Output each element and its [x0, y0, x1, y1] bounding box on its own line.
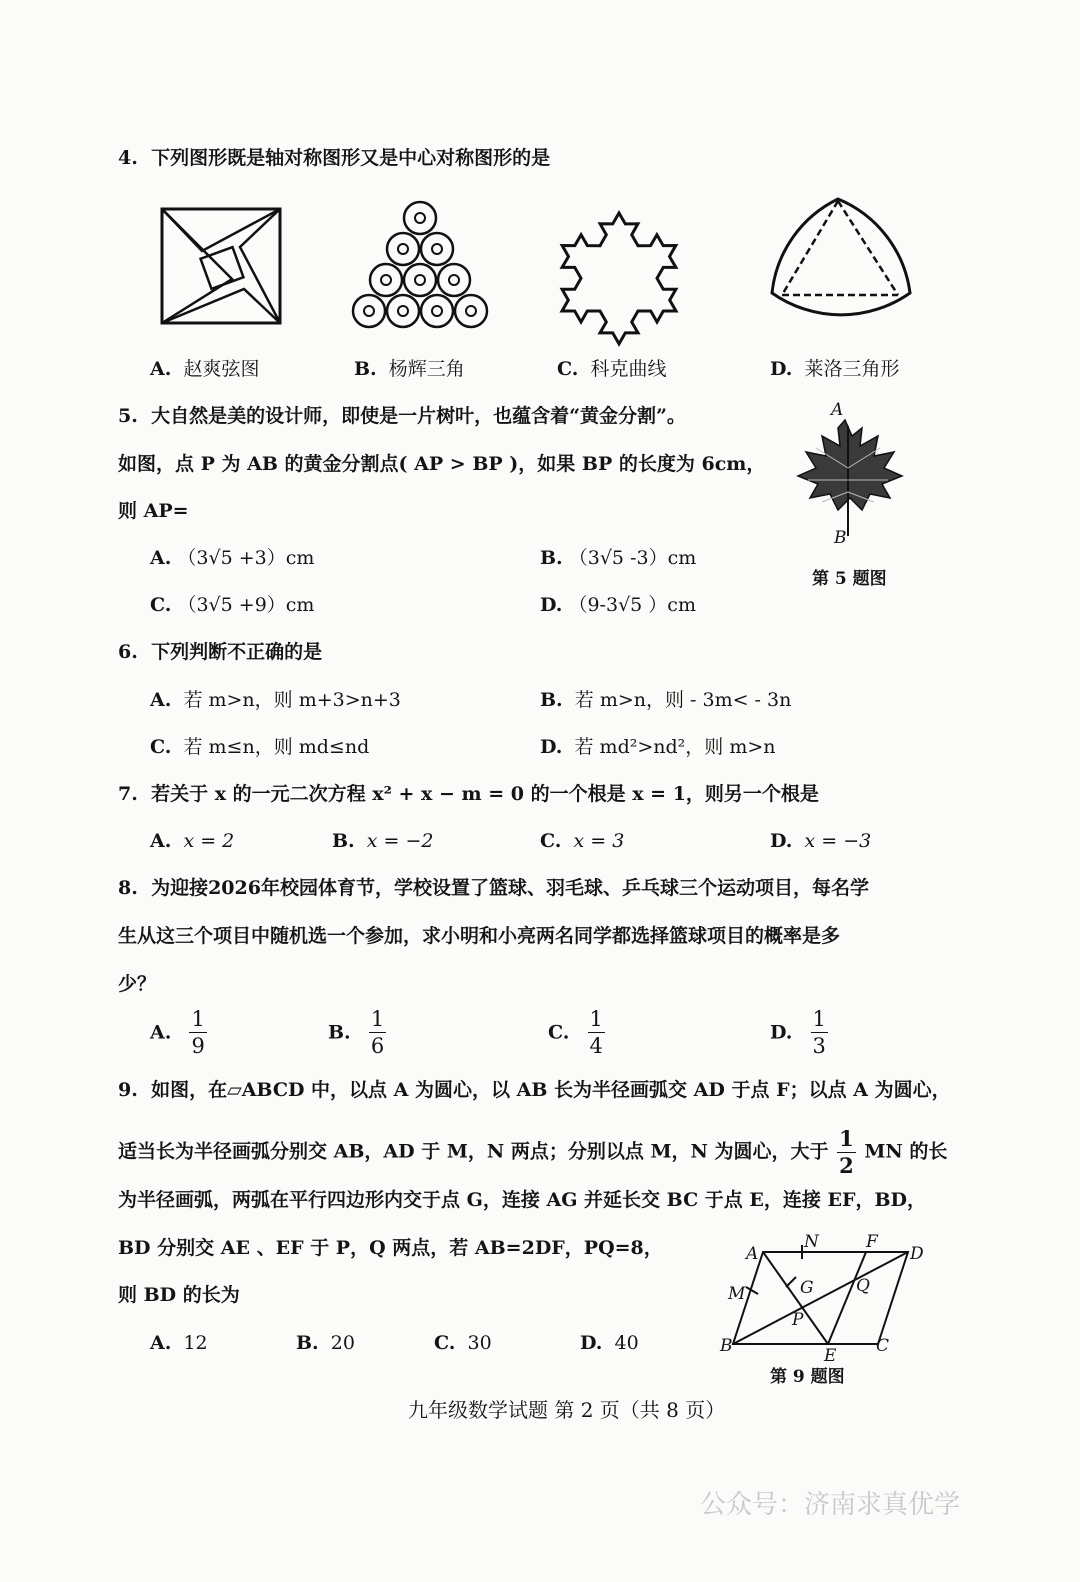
q9-line4: BD 分别交 AE 、EF 于 P，Q 两点，若 AB=2DF，PQ=8， — [118, 1237, 663, 1259]
q6-option-c[interactable] — [150, 735, 369, 759]
q6-number: 6. — [118, 641, 138, 663]
q8-option-d[interactable] — [770, 1006, 828, 1059]
fraction-denominator: 4 — [589, 1034, 603, 1058]
q7-text: 若关于 x 的一元二次方程 x² + x − m = 0 的一个根是 x = 1，则另一个根是 — [151, 783, 819, 805]
fraction-numerator: 1 — [589, 1007, 603, 1031]
q6-option-a[interactable] — [150, 688, 401, 712]
reuleaux-triangle-icon — [766, 193, 916, 329]
ring-center — [381, 275, 391, 285]
q4-option-c[interactable] — [557, 357, 667, 381]
q9-option-c[interactable] — [434, 1331, 492, 1355]
q9-line5: 则 BD 的长为 — [118, 1284, 240, 1306]
ring-circle — [404, 202, 436, 234]
arc-mark-g — [786, 1277, 796, 1287]
q6-text: 下列判断不正确的是 — [151, 641, 323, 663]
q7-option-b[interactable] — [332, 829, 434, 853]
q6-stem — [118, 640, 322, 664]
koch-snowflake-icon — [552, 193, 686, 333]
ring-center — [415, 275, 425, 285]
ring-circle — [421, 233, 453, 265]
q4-stem — [118, 146, 550, 170]
q5-stem — [118, 404, 686, 428]
option-text: （9-3√5 ）cm — [568, 594, 696, 616]
watermark: 公众号：济南求真优学 — [700, 1490, 961, 1520]
q5-line1: 大自然是美的设计师，即使是一片树叶，也蕴含着“黄金分割”。 — [151, 405, 686, 427]
q5-label-a: A — [831, 400, 844, 420]
ring-center — [449, 275, 459, 285]
option-text: 40 — [614, 1332, 639, 1354]
fraction-denominator: 2 — [839, 1153, 854, 1178]
q9-option-d[interactable] — [580, 1331, 639, 1355]
q5-option-c[interactable] — [150, 593, 314, 617]
option-text: 12 — [183, 1332, 208, 1354]
q7-stem — [118, 782, 819, 806]
fraction — [588, 1006, 605, 1059]
option-text: x = −2 — [366, 830, 434, 852]
ring-circle — [438, 264, 470, 296]
option-text: 赵爽弦图 — [183, 358, 260, 380]
ring-circle — [455, 295, 487, 327]
option-key: D. — [770, 358, 793, 380]
label-q: Q — [856, 1276, 870, 1296]
label-b: B — [720, 1336, 733, 1356]
ring-circle — [404, 264, 436, 296]
option-key: A. — [150, 1332, 172, 1354]
q9-line1: 如图，在▱ABCD 中，以点 A 为圆心，以 AB 长为半径画弧交 AD 于点 F；以点 A 为圆心， — [151, 1079, 951, 1101]
option-key: C. — [557, 358, 579, 380]
option-text: （3√5 +3）cm — [177, 547, 315, 569]
ring-circle — [353, 295, 385, 327]
option-key: A. — [150, 830, 172, 852]
label-d: D — [910, 1244, 924, 1264]
option-key: D. — [540, 594, 563, 616]
q9-stem — [118, 1078, 951, 1102]
q9-line2-part2: MN 的长 — [864, 1140, 948, 1163]
ring-center — [364, 306, 374, 316]
q4-option-b[interactable] — [354, 357, 465, 381]
label-m: M — [728, 1284, 746, 1304]
fraction — [811, 1006, 828, 1059]
maple-leaf-icon — [790, 418, 910, 538]
option-key: C. — [150, 594, 172, 616]
option-key: D. — [770, 830, 793, 852]
option-key: A. — [150, 547, 172, 569]
segment-ef — [828, 1252, 866, 1344]
q9-option-b[interactable] — [296, 1331, 355, 1355]
q5-number: 5. — [118, 405, 138, 427]
q9-line3: 为半径画弧，两弧在平行四边形内交于点 G，连接 AG 并延长交 BC 于点 E，连接 EF，BD， — [118, 1189, 927, 1211]
q7-option-d[interactable] — [770, 829, 871, 853]
q4-text: 下列图形既是轴对称图形又是中心对称图形的是 — [151, 147, 551, 169]
fraction-numerator: 1 — [812, 1007, 826, 1031]
q8-option-b[interactable] — [328, 1006, 386, 1059]
option-text: x = 2 — [183, 830, 235, 852]
q8-option-a[interactable] — [150, 1006, 207, 1059]
ring-center — [415, 213, 425, 223]
page-footer: 九年级数学试题 第 2 页（共 8 页） — [408, 1398, 726, 1422]
fraction-denominator: 9 — [191, 1034, 205, 1058]
fraction-denominator: 3 — [812, 1034, 826, 1058]
q6-option-d[interactable] — [540, 735, 776, 759]
fraction — [189, 1006, 206, 1059]
label-c: C — [876, 1336, 890, 1356]
q5-line2: 如图，点 P 为 AB 的黄金分割点( AP > BP )，如果 BP 的长度为 6cm， — [118, 453, 766, 475]
q5-option-d[interactable] — [540, 593, 696, 617]
segment-ae — [763, 1252, 828, 1344]
option-key: B. — [296, 1332, 319, 1354]
ring-circle — [387, 295, 419, 327]
q5-figure-caption: 第 5 题图 — [812, 569, 887, 589]
q5-line3: 则 AP= — [118, 500, 189, 522]
fraction-numerator: 1 — [191, 1007, 205, 1031]
ring-center — [398, 244, 408, 254]
ring-circle — [387, 233, 419, 265]
option-text: 若 m>n，则 - 3m< - 3n — [574, 689, 792, 711]
fraction-numerator: 1 — [370, 1007, 385, 1031]
option-key: A. — [150, 689, 172, 711]
ring-center — [432, 306, 442, 316]
ring-center — [398, 306, 408, 316]
q6-option-b[interactable] — [540, 688, 791, 712]
q5-option-b[interactable] — [540, 546, 696, 570]
fraction-one-half — [837, 1126, 856, 1179]
fraction-denominator: 6 — [370, 1034, 385, 1058]
label-a: A — [746, 1244, 759, 1264]
option-key: C. — [150, 736, 172, 758]
label-e: E — [824, 1346, 837, 1366]
option-text: x = 3 — [573, 830, 625, 852]
q4-option-d[interactable] — [770, 357, 900, 381]
label-n: N — [804, 1232, 819, 1252]
option-key: C. — [548, 1021, 570, 1044]
option-text: x = −3 — [804, 830, 872, 852]
q8-line2: 生从这三个项目中随机选一个参加，求小明和小亮两名同学都选择篮球项目的概率是多 — [118, 925, 841, 947]
ring-circle — [421, 295, 453, 327]
ring-center — [466, 306, 476, 316]
option-text: 若 m≤n，则 md≤nd — [183, 736, 370, 758]
option-key: B. — [540, 547, 563, 569]
q4-number: 4. — [118, 147, 138, 169]
label-p: P — [792, 1310, 804, 1330]
q9-figure-caption: 第 9 题图 — [770, 1367, 845, 1387]
ring-center — [432, 244, 442, 254]
option-key: A. — [150, 1021, 172, 1044]
q8-line1: 为迎接2026年校园体育节，学校设置了篮球、羽毛球、乒乓球三个运动项目，每名学 — [151, 877, 869, 899]
q7-option-c[interactable] — [540, 829, 624, 853]
q8-option-c[interactable] — [548, 1006, 605, 1059]
q9-line2-part1: 适当长为半径画弧分别交 AB，AD 于 M，N 两点；分别以点 M，N 为圆心，大于 — [118, 1140, 829, 1163]
option-key: B. — [332, 830, 355, 852]
option-key: C. — [540, 830, 562, 852]
option-key: B. — [328, 1021, 351, 1044]
fraction — [369, 1006, 386, 1059]
option-text: 科克曲线 — [590, 358, 667, 380]
option-key: C. — [434, 1332, 456, 1354]
option-text: 莱洛三角形 — [804, 358, 900, 380]
label-g: G — [800, 1278, 814, 1298]
option-text: （3√5 +9）cm — [177, 594, 315, 616]
q8-number: 8. — [118, 877, 138, 899]
q4-option-a[interactable] — [150, 357, 259, 381]
option-key: D. — [580, 1332, 603, 1354]
q9-line2 — [118, 1126, 947, 1179]
q7-option-a[interactable] — [150, 829, 234, 853]
q7-number: 7. — [118, 783, 138, 805]
option-text: 杨辉三角 — [388, 358, 465, 380]
label-f: F — [866, 1232, 878, 1252]
zhaoshuang-string-diagram-icon — [160, 207, 282, 325]
ring-circle — [370, 264, 402, 296]
q5-label-b: B — [834, 528, 847, 548]
option-text: 30 — [467, 1332, 492, 1354]
option-text: （3√5 -3）cm — [568, 547, 697, 569]
option-text: 若 m>n，则 m+3>n+3 — [183, 689, 401, 711]
option-key: B. — [540, 689, 563, 711]
option-key: D. — [770, 1021, 793, 1044]
option-text: 若 md²>nd²，则 m>n — [574, 736, 776, 758]
q9-option-a[interactable] — [150, 1331, 208, 1355]
yanghui-triangle-circles-icon — [350, 200, 490, 330]
option-key: A. — [150, 358, 172, 380]
option-text: 20 — [330, 1332, 355, 1354]
q8-line3: 少？ — [118, 973, 157, 995]
fraction-numerator: 1 — [839, 1126, 854, 1151]
q5-option-a[interactable] — [150, 546, 314, 570]
option-key: D. — [540, 736, 563, 758]
q9-number: 9. — [118, 1079, 138, 1101]
q8-stem — [118, 876, 869, 900]
option-key: B. — [354, 358, 377, 380]
